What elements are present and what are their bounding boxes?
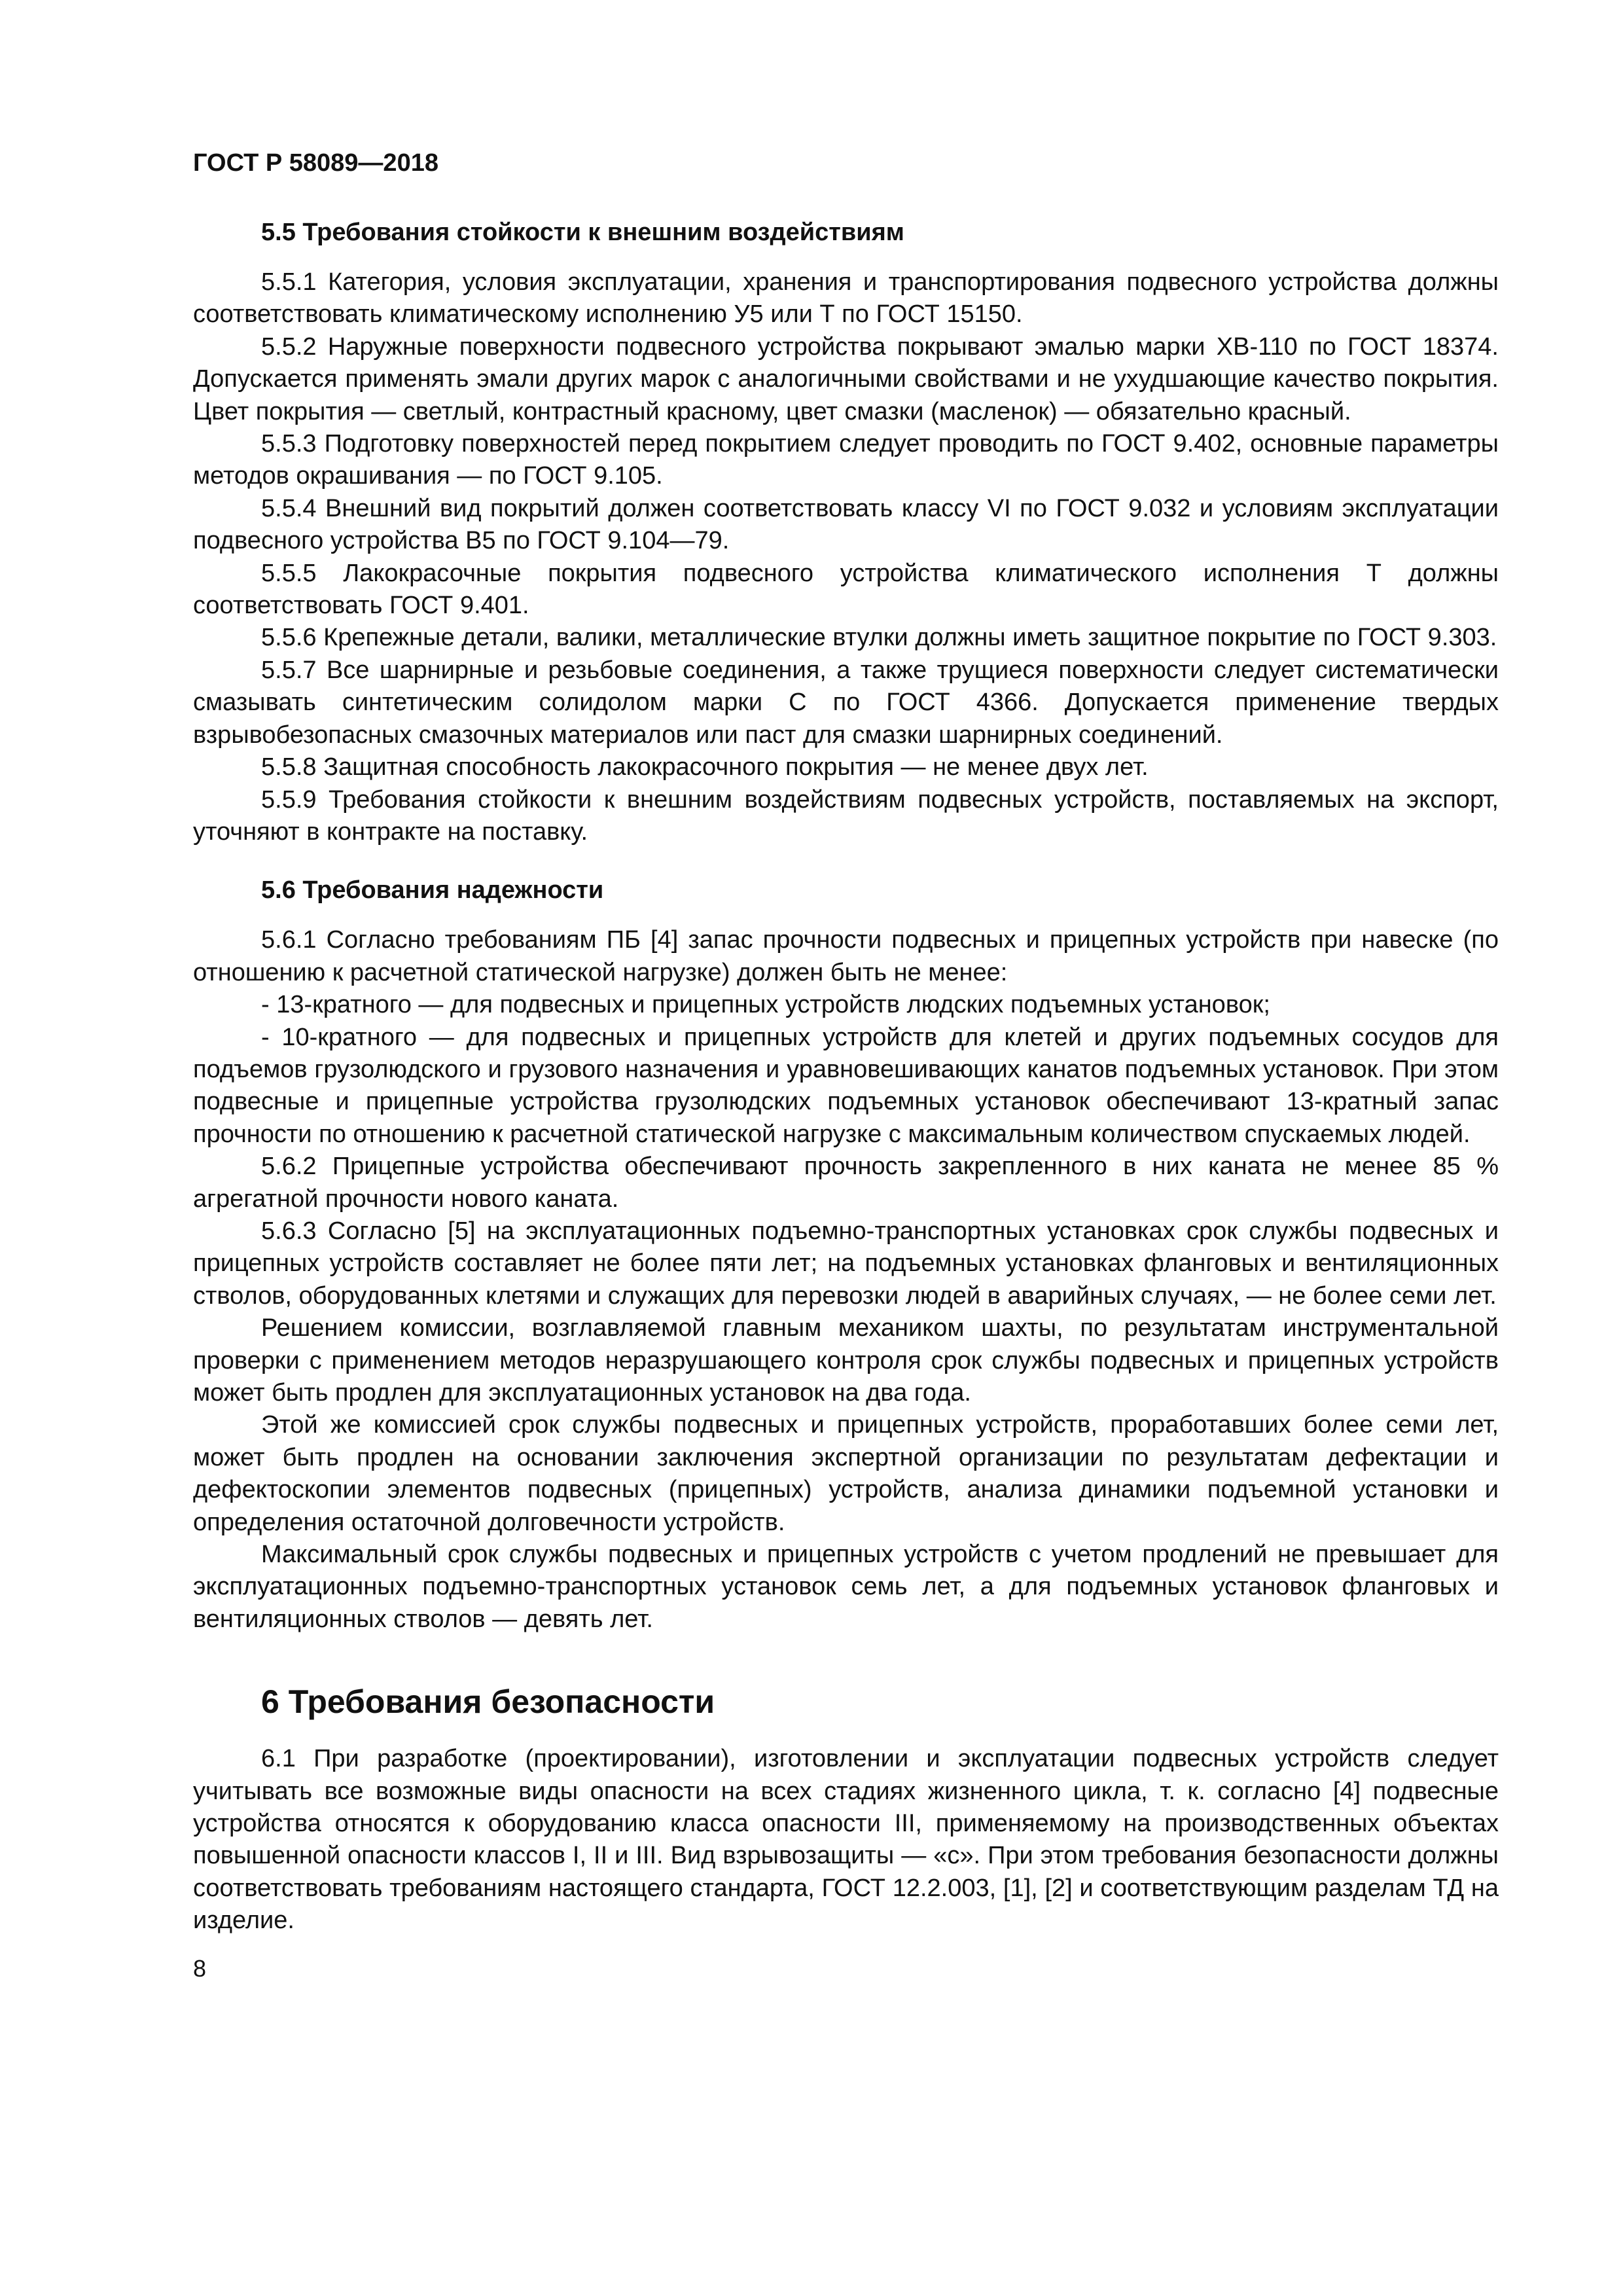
section-5-5-heading: 5.5 Требования стойкости к внешним воздействиям <box>261 219 904 246</box>
paragraph-5-5-5: 5.5.5 Лакокрасочные покрытия подвесного устройства климатического исполнения Т должны соответствовать ГОСТ 9.401. <box>193 559 1499 620</box>
paragraph-5-6-1: 5.6.1 Согласно требованиям ПБ [4] запас прочности подвесных и прицепных устройств при навеске (по отношению к расчетной статической нагрузке) должен быть не менее: <box>193 926 1499 986</box>
paragraph-5-5-2: 5.5.2 Наружные поверхности подвесного устройства покрывают эмалью марки ХВ-110 по ГОСТ 18374. Допускается применять эмали других марок с аналогичными свойствами и не ухудшающие качество покрытия. Цвет покрытия — светлый, контрастный красному, цвет смазки (масленок) — обязательно красный. <box>193 332 1499 425</box>
list-item-13-fold: - 13-кратного — для подвесных и прицепных устройств людских подъемных установок; <box>261 991 1270 1019</box>
paragraph-max-service-life: Максимальный срок службы подвесных и прицепных устройств с учетом продлений не превышает для эксплуатационных подъемно-транспортных установок семь лет, а для подъемных установок фланговых и вентиляционных стволов — девять лет. <box>193 1541 1499 1633</box>
document-page <box>193 147 1499 1983</box>
paragraph-5-5-3: 5.5.3 Подготовку поверхностей перед покрытием следует проводить по ГОСТ 9.402, основные параметры методов окрашивания — по ГОСТ 9.105. <box>193 430 1499 490</box>
paragraph-commission-extension: Этой же комиссией срок службы подвесных и прицепных устройств, проработавших более семи лет, может быть продлен на основании заключения экспертной организации по результатам дефектации и дефектоскопии элементов подвесных (прицепных) устройств, анализа динамики подъемной установки и определения остаточной долговечности устройств. <box>193 1411 1499 1536</box>
list-item-10-fold: - 10-кратного — для подвесных и прицепных устройств для клетей и других подъемных сосудов для подъемов грузолюдского и грузового назначения и уравновешивающих канатов подъемных установок. При этом подвесные и прицепные устройства грузолюдских подъемных установок обеспечивают 13-кратный запас прочности по отношению к расчетной статической нагрузке с максимальным количеством спускаемых людей. <box>193 1023 1499 1148</box>
paragraph-5-5-1: 5.5.1 Категория, условия эксплуатации, хранения и транспортирования подвесного устройства должны соответствовать климатическому исполнению У5 или Т по ГОСТ 15150. <box>193 268 1499 329</box>
document-id-header: ГОСТ Р 58089—2018 <box>193 149 438 177</box>
section-6-heading: 6 Требования безопасности <box>261 1683 715 1721</box>
paragraph-6-1: 6.1 При разработке (проектировании), изготовлении и эксплуатации подвесных устройств следует учитывать все возможные виды опасности на всех стадиях жизненного цикла, т. к. согласно [4] подвесные устройства относятся к оборудованию класса опасности III, применяемому на производственных объектах повышенной опасности классов I, II и III. Вид взрывозащиты — «с». При этом требования безопасности должны соответствовать требованиям настоящего стандарта, ГОСТ 12.2.003, [1], [2] и соответствующим разделам ТД на изделие. <box>193 1745 1499 1935</box>
spacer <box>193 848 1499 874</box>
paragraph-5-5-7: 5.5.7 Все шарнирные и резьбовые соединения, а также трущиеся поверхности следует систематически смазывать синтетическим солидолом марки С по ГОСТ 4366. Допускается применение твердых взрывобезопасных смазочных материалов или паст для смазки шарнирных соединений. <box>193 656 1499 749</box>
paragraph-5-5-9: 5.5.9 Требования стойкости к внешним воздействиям подвесных устройств, поставляемых на экспорт, уточняют в контракте на поставку. <box>193 785 1499 846</box>
paragraph-5-5-4: 5.5.4 Внешний вид покрытий должен соответствовать классу VI по ГОСТ 9.032 и условиям эксплуатации подвесного устройства В5 по ГОСТ 9.104—79. <box>193 494 1499 555</box>
paragraph-commission-decision: Решением комиссии, возглавляемой главным механиком шахты, по результатам инструментальной проверки с применением методов неразрушающего контроля срок службы подвесных и прицепных устройств может быть продлен для эксплуатационных установок на два года. <box>193 1314 1499 1407</box>
page-number: 8 <box>193 1954 207 1982</box>
paragraph-5-6-2: 5.6.2 Прицепные устройства обеспечивают прочность закрепленного в них каната не менее 85 % агрегатной прочности нового каната. <box>193 1153 1499 1213</box>
paragraph-5-6-3: 5.6.3 Согласно [5] на эксплуатационных подъемно-транспортных установках срок службы подвесных и прицепных устройств составляет не более пяти лет; на подъемных установках фланговых и вентиляционных стволов, оборудованных клетями и служащих для перевозки людей в аварийных случаях, — не более семи лет. <box>193 1217 1499 1310</box>
paragraph-5-5-8: 5.5.8 Защитная способность лакокрасочного покрытия — не менее двух лет. <box>261 753 1149 781</box>
paragraph-5-5-6: 5.5.6 Крепежные детали, валики, металлические втулки должны иметь защитное покрытие по ГОСТ 9.303. <box>261 624 1497 652</box>
section-5-6-heading: 5.6 Требования надежности <box>261 876 604 905</box>
